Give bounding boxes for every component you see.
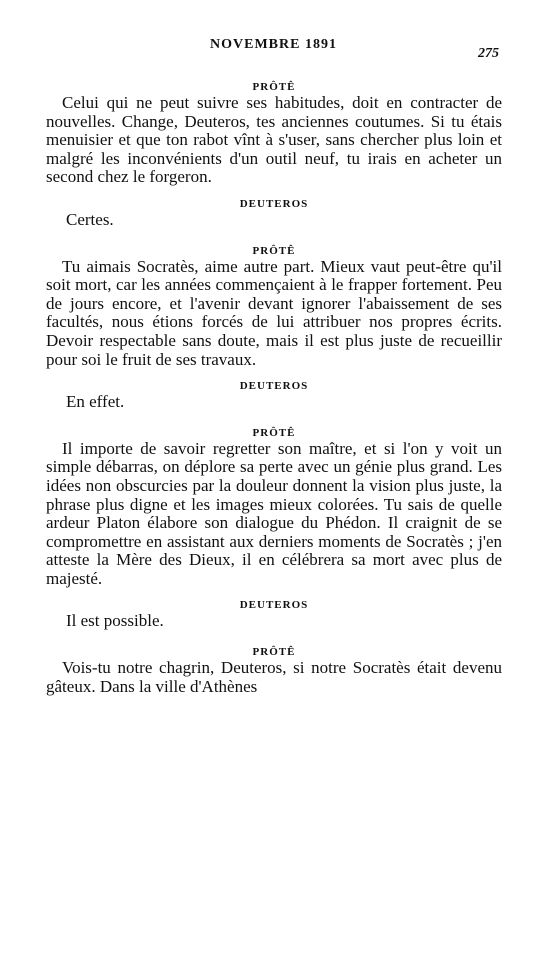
- speech-paragraph: Il importe de savoir regretter son maître, et si l'on y voit un simple débarras, on déplore sa perte avec un génie plus grand. Les idées non obscurcies par la douleur donnent la vision plus juste, la phrase plus digne et les images mieux colorées. Tu sais de quelle ardeur Platon élabore son dialogue du Phédon. Il craignit de se compromettre en assistant aux derniers moments de Socratès ; j'en atteste la Mère des Dieux, il en célébrera sa mort avec plus de majesté.: [46, 438, 502, 588]
- dialogue-text: [46, 80, 502, 706]
- page-number: 275: [478, 46, 499, 61]
- page-header: [0, 34, 544, 64]
- speech-paragraph: Vois-tu notre chagrin, Deuteros, si notre Socratès était devenu gâteux. Dans la ville d'Athènes: [46, 658, 502, 696]
- speaker-name: DEUTEROS: [239, 599, 309, 612]
- speaker-name: PRÔTÊ: [252, 244, 296, 257]
- speaker-name: PRÔTÊ: [252, 426, 296, 439]
- speech-paragraph: Tu aimais Socratès, aime autre part. Mieux vaut peut-être qu'il soit mort, car les années commençaient à le frapper fortement. Peu de jours encore, et l'avenir devant ignorer l'abaissement de ses facultés, nous étions forcés de lui attribuer nos propres écrits. Devoir respectable sans doute, mais il est plus juste de recueillir pour soi le fruit de ses travaux.: [46, 256, 502, 369]
- speech-paragraph: Celui qui ne peut suivre ses habitudes, doit en contracter de nouvelles. Change, Deuteros, tes anciennes coutumes. Si tu étais menuisier et que ton rabot vînt à s'user, sans chercher plus loin et malgré les inconvénients d'un outil neuf, tu irais en acheter un second chez le forgeron.: [46, 93, 502, 187]
- speaker-name: PRÔTÊ: [252, 646, 296, 659]
- speech-paragraph: En effet.: [66, 392, 125, 412]
- speech-paragraph: Il est possible.: [66, 611, 164, 631]
- speech-paragraph: Certes.: [66, 209, 114, 229]
- speaker-name: PRÔTÊ: [252, 81, 296, 93]
- running-head: NOVEMBRE 1891: [210, 37, 337, 52]
- speaker-name: DEUTEROS: [239, 380, 309, 393]
- speaker-name: DEUTEROS: [239, 197, 309, 210]
